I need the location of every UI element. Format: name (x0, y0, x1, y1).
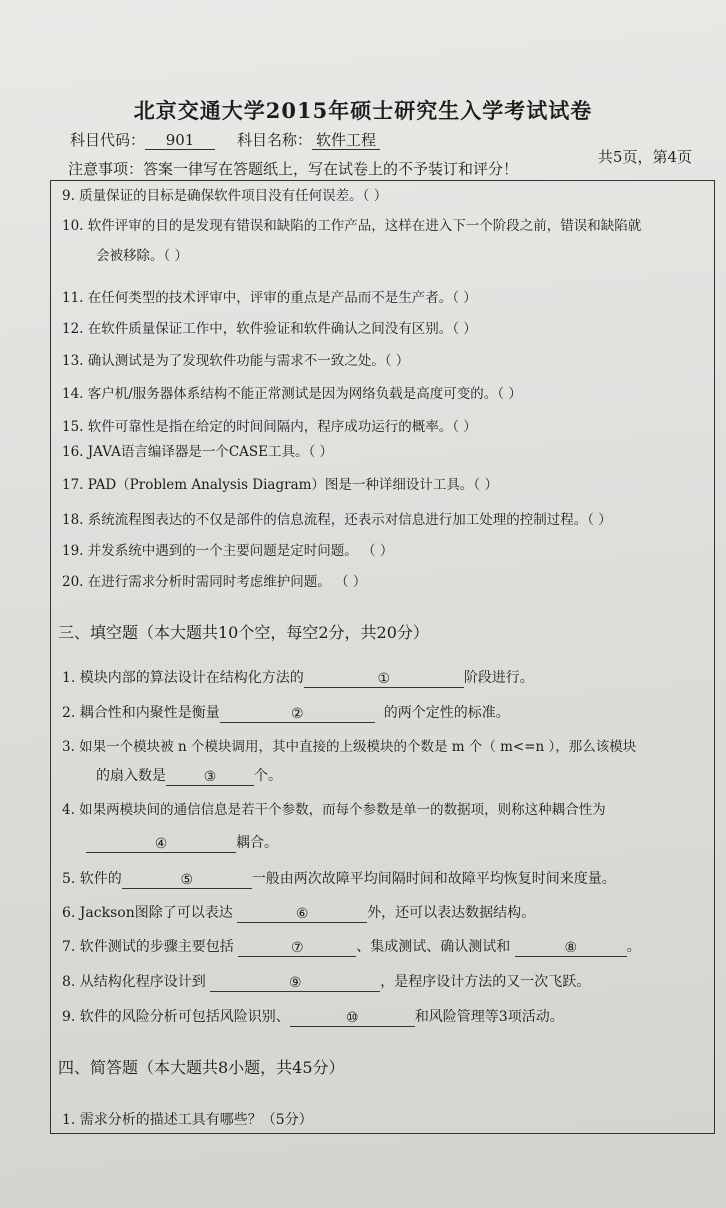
fill-item-3-line2 (96, 766, 702, 786)
judge-item-18: 18. 系统流程图表达的不仅是部件的信息流程，还表示对信息进行加工处理的控制过程。（ ） (62, 512, 612, 528)
judge-item-13: 13. 确认测试是为了发现软件功能与需求不一致之处。（ ） (62, 353, 410, 369)
subject-name: 软件工程 (312, 131, 380, 150)
fill-1-post: 阶段进行。 (463, 670, 534, 686)
fill-item-3-line1: 3. 如果一个模块被 n 个模块调用，其中直接的上级模块的个数是 m 个（ m<=n ），那么该模块 (62, 739, 637, 755)
fill-4-post: 耦合。 (236, 835, 278, 851)
judge-item-10: 10. 软件评审的目的是发现有错误和缺陷的工作产品，这样在进入下一个阶段之前，错误和缺陷就 (62, 218, 642, 234)
judge-item-9: 9. 质量保证的目标是确保软件项目没有任何误差。（ ） (62, 188, 388, 204)
exam-notice: 注意事项：答案一律写在答题纸上，写在试卷上的不予装订和评分！ (68, 160, 519, 178)
fill-item-6 (62, 903, 702, 923)
judge-item-10-cont: 会被移除。（ ） (96, 248, 189, 264)
fill-2-text: 2. 耦合性和内聚性是衡量 (62, 705, 220, 721)
fill-item-7 (62, 937, 702, 957)
fill-1-text: 1. 模块内部的算法设计在结构化方法的 (62, 670, 304, 686)
fill-5-text: 5. 软件的 (62, 871, 122, 887)
judge-item-14: 14. 客户机/服务器体系结构不能正常测试是因为网络负载是高度可变的。（ ） (62, 386, 522, 402)
judge-item-15: 15. 软件可靠性是指在给定的时间间隔内，程序成功运行的概率。（ ） (62, 419, 477, 435)
judge-item-12: 12. 在软件质量保证工作中，软件验证和软件确认之间没有区别。（ ） (62, 321, 477, 337)
judge-item-19: 19. 并发系统中遇到的一个主要问题是定时问题。 （ ） (62, 543, 394, 559)
judge-item-16: 16. JAVA语言编译器是一个CASE工具。（ ） (62, 444, 334, 460)
fill-item-2 (62, 703, 702, 723)
judge-item-11: 11. 在任何类型的技术评审中，评审的重点是产品而不是生产者。（ ） (62, 290, 477, 306)
section-4-heading: 四、简答题（本大题共8小题，共45分） (58, 1058, 345, 1077)
fill-item-8 (62, 972, 702, 992)
blank-9: ⑨ (210, 973, 380, 992)
fill-6-text: 6. Jackson图除了可以表达 (62, 905, 233, 921)
section-3-heading: 三、填空题（本大题共10个空，每空2分，共20分） (58, 623, 429, 642)
fill-3-text: 的扇入数是 (96, 768, 166, 784)
fill-7-text: 7. 软件测试的步骤主要包括 (62, 939, 234, 955)
page-count: 共5页，第4页 (597, 148, 692, 166)
subject-code: 901 (145, 131, 215, 150)
short-answer-1: 1. 需求分析的描述工具有哪些？（5分） (62, 1112, 313, 1128)
blank-4: ④ (86, 834, 236, 853)
subject-name-label: 科目名称： (237, 131, 313, 149)
blank-8: ⑧ (515, 938, 627, 957)
blank-2: ② (220, 704, 375, 723)
fill-6-post: 外，还可以表达数据结构。 (367, 905, 536, 921)
fill-item-9 (62, 1007, 702, 1027)
fill-item-1 (62, 668, 702, 688)
fill-item-4-line1: 4. 如果两模块间的通信信息是若干个参数，而每个参数是单一的数据项，则称这种耦合性为 (62, 802, 606, 818)
fill-item-5 (62, 869, 702, 889)
blank-7: ⑦ (238, 938, 356, 957)
fill-item-4-line2 (86, 833, 702, 853)
fill-2-post: 的两个定性的标准。 (383, 705, 510, 721)
fill-7-mid: 、集成测试、确认测试和 (356, 939, 511, 955)
subject-info (70, 129, 380, 150)
fill-8-post: ，是程序设计方法的又一次飞跃。 (380, 974, 591, 990)
subject-code-label: 科目代码： (70, 131, 146, 149)
fill-7-post: 。 (626, 939, 641, 955)
fill-9-text: 9. 软件的风险分析可包括风险识别、 (62, 1009, 290, 1025)
fill-3-post: 个。 (254, 768, 282, 784)
exam-title: 北京交通大学2015年硕士研究生入学考试试卷 (133, 98, 593, 123)
blank-3: ③ (166, 767, 254, 786)
fill-9-post: 和风险管理等3项活动。 (414, 1009, 564, 1025)
blank-10: ⑩ (290, 1008, 415, 1027)
blank-1: ① (304, 669, 464, 688)
blank-6: ⑥ (237, 904, 367, 923)
fill-5-post: 一般由两次故障平均间隔时间和故障平均恢复时间来度量。 (251, 871, 616, 887)
fill-8-text: 8. 从结构化程序设计到 (62, 974, 206, 990)
judge-item-20: 20. 在进行需求分析时需同时考虑维护问题。 （ ） (62, 574, 367, 590)
judge-item-17: 17. PAD（Problem Analysis Diagram）图是一种详细设计工具。（ ） (62, 477, 498, 493)
blank-5: ⑤ (122, 870, 252, 889)
